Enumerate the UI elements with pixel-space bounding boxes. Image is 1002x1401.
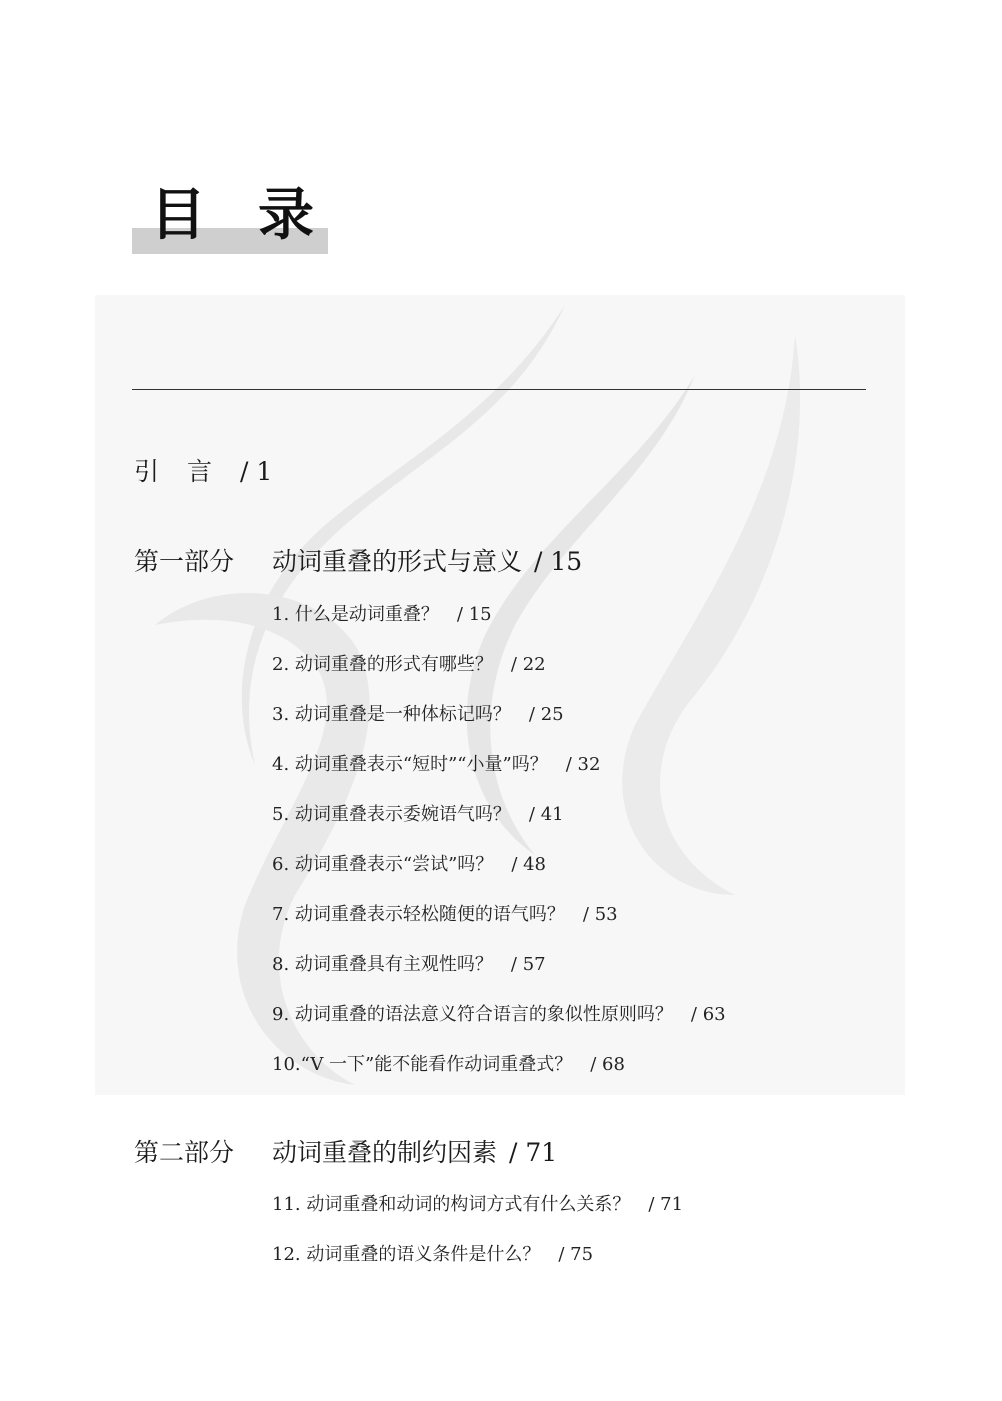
intro-page: / 1 bbox=[240, 457, 273, 486]
toc-item-text: 1. 什么是动词重叠？ bbox=[272, 604, 439, 625]
toc-item-page: / 25 bbox=[528, 704, 564, 725]
toc-item-text: 7. 动词重叠表示轻松随便的语气吗？ bbox=[272, 904, 565, 925]
title-divider bbox=[132, 389, 866, 390]
toc-item[interactable] bbox=[272, 950, 546, 976]
toc-item[interactable] bbox=[272, 650, 546, 676]
page-title: 目录 bbox=[150, 183, 366, 248]
toc-item-page: / 71 bbox=[648, 1194, 684, 1215]
toc-item[interactable] bbox=[272, 700, 564, 726]
toc-item-text: 11. 动词重叠和动词的构词方式有什么关系？ bbox=[272, 1194, 631, 1215]
toc-item-page: / 63 bbox=[690, 1004, 726, 1025]
toc-item-page: / 75 bbox=[558, 1244, 594, 1265]
toc-item-page: / 15 bbox=[456, 604, 492, 625]
toc-item-page: / 41 bbox=[528, 804, 564, 825]
toc-item-page: / 57 bbox=[510, 954, 546, 975]
toc-item-page: / 22 bbox=[510, 654, 546, 675]
toc-item[interactable] bbox=[272, 850, 546, 876]
toc-item-text: 9. 动词重叠的语法意义符合语言的象似性原则吗？ bbox=[272, 1004, 673, 1025]
toc-item-text: 12. 动词重叠的语义条件是什么？ bbox=[272, 1244, 541, 1265]
toc-item-text: 8. 动词重叠具有主观性吗？ bbox=[272, 954, 493, 975]
toc-item-text: 4. 动词重叠表示“短时”“小量”吗？ bbox=[272, 754, 548, 775]
toc-item-text: 2. 动词重叠的形式有哪些？ bbox=[272, 654, 493, 675]
toc-part-1[interactable] bbox=[134, 542, 582, 578]
toc-item[interactable] bbox=[272, 900, 618, 926]
toc-item-page: / 68 bbox=[590, 1054, 625, 1075]
toc-item-text: 5. 动词重叠表示委婉语气吗？ bbox=[272, 804, 511, 825]
toc-intro-entry[interactable] bbox=[134, 452, 272, 488]
toc-item[interactable] bbox=[272, 1000, 726, 1026]
toc-item-text: 6. 动词重叠表示“尝试”吗？ bbox=[272, 854, 494, 875]
part-2-name: 第二部分 bbox=[134, 1138, 235, 1167]
part-1-name: 第一部分 bbox=[134, 547, 235, 576]
toc-item-page: / 48 bbox=[511, 854, 547, 875]
part-1-page: / 15 bbox=[534, 547, 583, 576]
title-block bbox=[132, 178, 366, 254]
toc-item[interactable] bbox=[272, 750, 600, 776]
intro-label: 引言 bbox=[134, 457, 241, 486]
toc-item[interactable] bbox=[272, 1240, 593, 1266]
part-2-title: 动词重叠的制约因素 bbox=[272, 1138, 498, 1167]
part-1-title: 动词重叠的形式与意义 bbox=[272, 547, 523, 576]
toc-item[interactable] bbox=[272, 1050, 625, 1076]
toc-item-page: / 53 bbox=[582, 904, 618, 925]
toc-item[interactable] bbox=[272, 1190, 683, 1216]
part-2-page: / 71 bbox=[509, 1138, 558, 1167]
toc-item[interactable] bbox=[272, 600, 492, 626]
toc-item[interactable] bbox=[272, 800, 564, 826]
toc-item-text: 3. 动词重叠是一种体标记吗？ bbox=[272, 704, 511, 725]
toc-item-page: / 32 bbox=[565, 754, 601, 775]
toc-item-text: 10.“V 一下”能不能看作动词重叠式？ bbox=[272, 1054, 573, 1075]
toc-part-2[interactable] bbox=[134, 1133, 557, 1169]
